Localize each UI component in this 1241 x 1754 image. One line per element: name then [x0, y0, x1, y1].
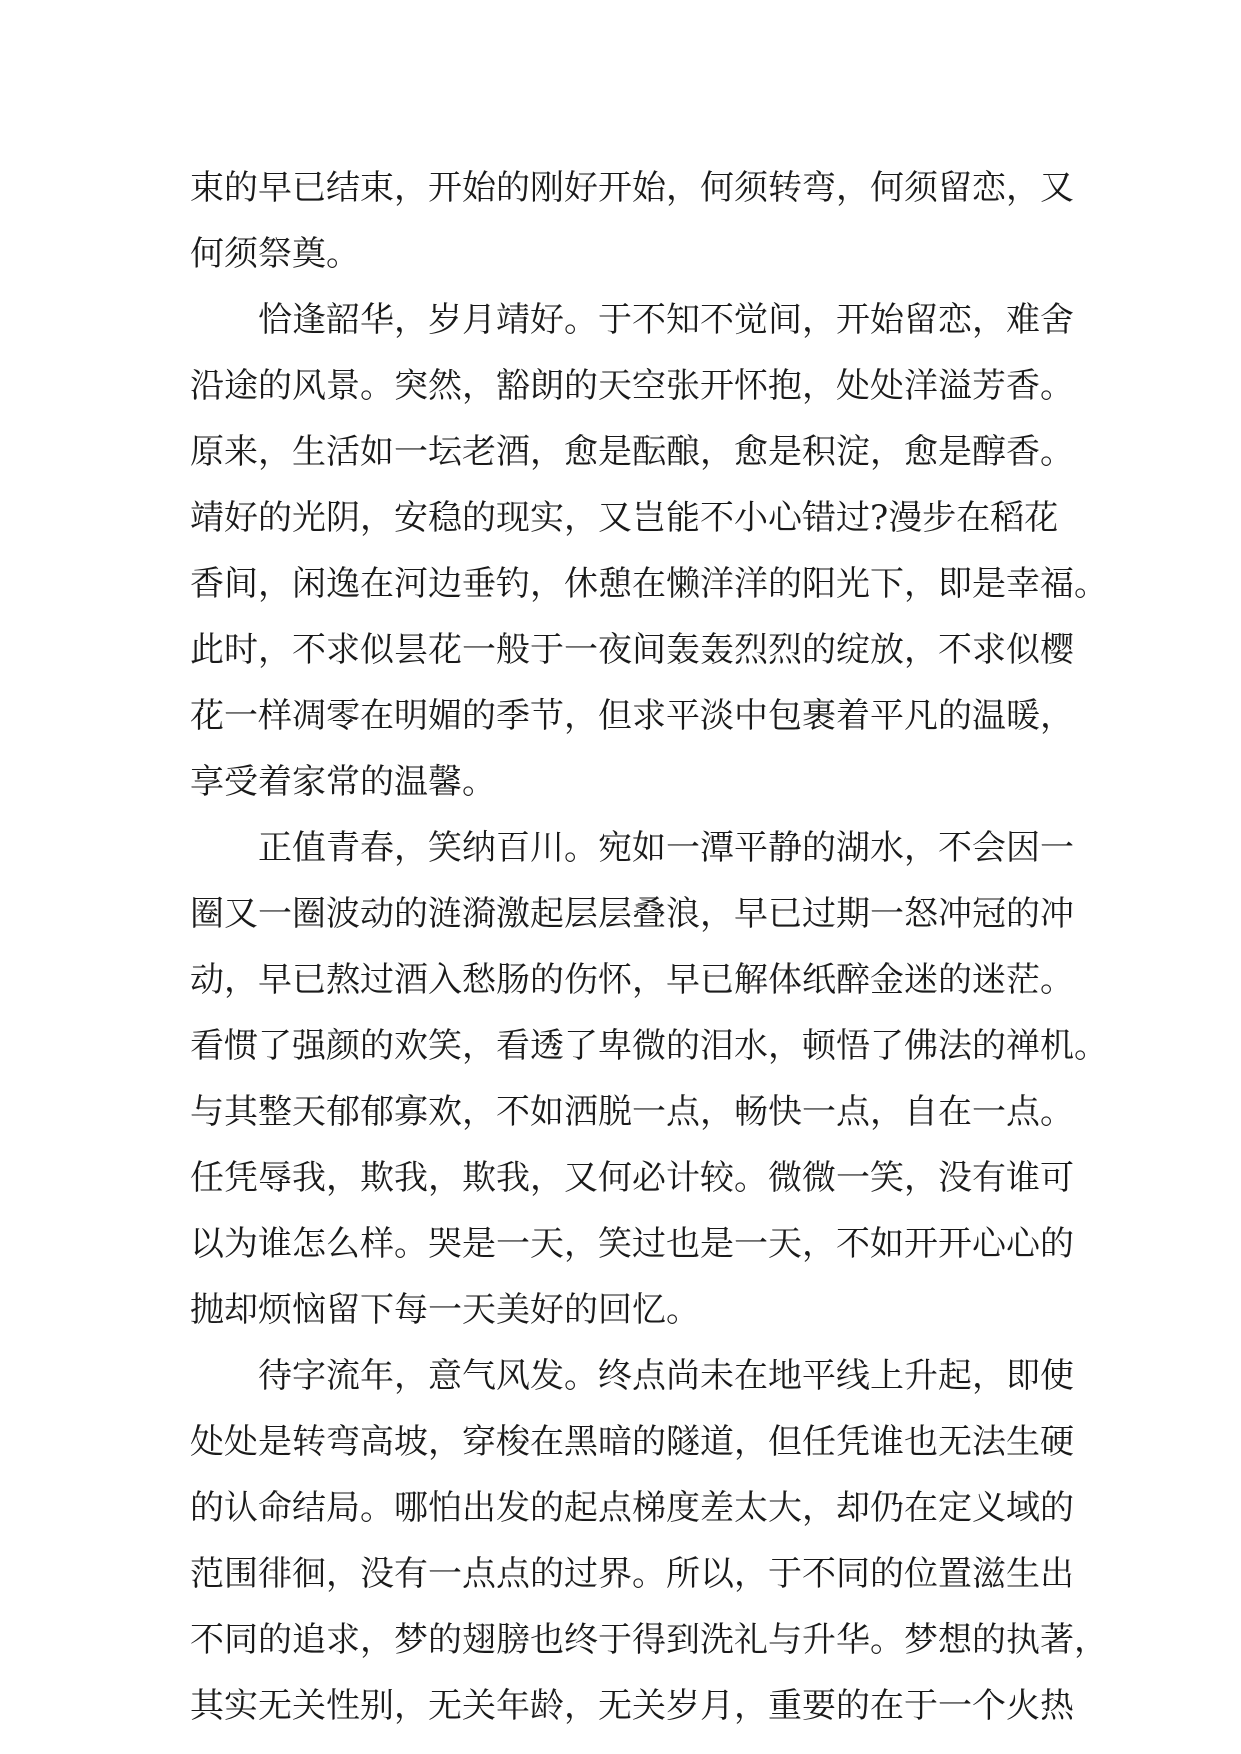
- text-line: 圈又一圈波动的涟漪激起层层叠浪，早已过期一怒冲冠的冲: [190, 894, 1074, 934]
- text-line: 香间，闲逸在河边垂钓，休憩在懒洋洋的阳光下，即是幸福。: [190, 564, 1108, 604]
- text-line: 其实无关性别，无关年龄，无关岁月，重要的在于一个火热: [190, 1686, 1074, 1726]
- paragraph-first-line: 恰逢韶华，岁月靖好。于不知不觉间，开始留恋，难舍: [258, 300, 1074, 340]
- text-line: 动，早已熬过酒入愁肠的伤怀，早已解体纸醉金迷的迷茫。: [190, 960, 1074, 1000]
- text-line: 束的早已结束，开始的刚好开始，何须转弯，何须留恋，又: [190, 168, 1074, 208]
- text-line: 原来，生活如一坛老酒，愈是酝酿，愈是积淀，愈是醇香。: [190, 432, 1074, 472]
- text-line: 处处是转弯高坡，穿梭在黑暗的隧道，但任凭谁也无法生硬: [190, 1422, 1074, 1462]
- text-line: 任凭辱我，欺我，欺我，又何必计较。微微一笑，没有谁可: [190, 1158, 1074, 1198]
- paragraph-first-line: 正值青春，笑纳百川。宛如一潭平静的湖水，不会因一: [258, 828, 1074, 868]
- text-line: 花一样凋零在明媚的季节，但求平淡中包裹着平凡的温暖，: [190, 696, 1074, 736]
- text-line: 靖好的光阴，安稳的现实，又岂能不小心错过?漫步在稻花: [190, 498, 1059, 538]
- text-line: 以为谁怎么样。哭是一天，笑过也是一天，不如开开心心的: [190, 1224, 1074, 1264]
- document-body: [190, 155, 1108, 1739]
- text-line: 此时，不求似昙花一般于一夜间轰轰烈烈的绽放，不求似樱: [190, 630, 1074, 670]
- text-line: 的认命结局。哪怕出发的起点梯度差太大，却仍在定义域的: [190, 1488, 1074, 1528]
- text-line: 范围徘徊，没有一点点的过界。所以，于不同的位置滋生出: [190, 1554, 1074, 1594]
- text-line: 与其整天郁郁寡欢，不如洒脱一点，畅快一点，自在一点。: [190, 1092, 1074, 1132]
- text-line: 看惯了强颜的欢笑，看透了卑微的泪水，顿悟了佛法的禅机。: [190, 1026, 1108, 1066]
- text-line: 享受着家常的温馨。: [190, 762, 496, 802]
- text-line: 何须祭奠。: [190, 234, 360, 274]
- text-line: 抛却烦恼留下每一天美好的回忆。: [190, 1290, 700, 1330]
- text-line: 沿途的风景。突然，豁朗的天空张开怀抱，处处洋溢芳香。: [190, 366, 1074, 406]
- text-line: 不同的追求，梦的翅膀也终于得到洗礼与升华。梦想的执著，: [190, 1620, 1108, 1660]
- paragraph-first-line: 待字流年，意气风发。终点尚未在地平线上升起，即使: [258, 1356, 1074, 1396]
